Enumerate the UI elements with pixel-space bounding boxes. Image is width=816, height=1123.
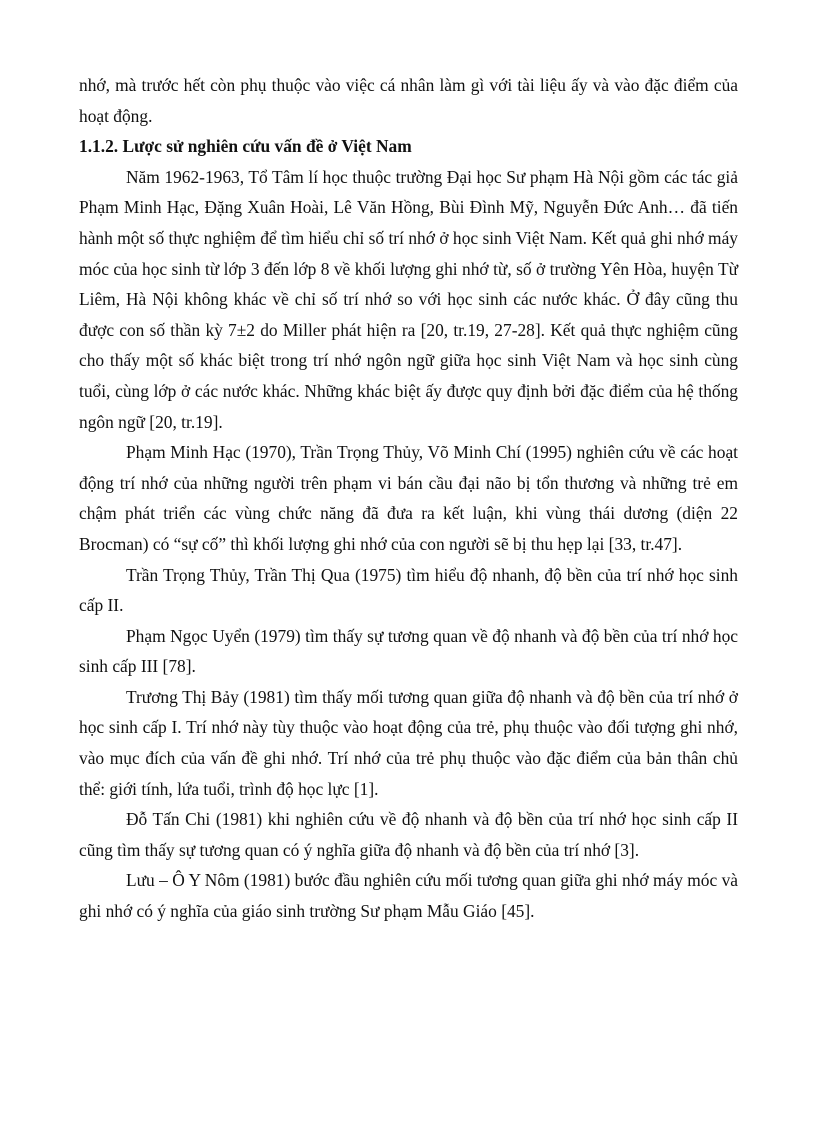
paragraph: Phạm Ngọc Uyển (1979) tìm thấy sự tương quan về độ nhanh và độ bền của trí nhớ học sinh cấp III [78]. bbox=[79, 625, 738, 677]
section-heading: 1.1.2. Lược sử nghiên cứu vấn đề ở Việt Nam bbox=[79, 136, 412, 157]
continuation-paragraph: nhớ, mà trước hết còn phụ thuộc vào việc cá nhân làm gì với tài liệu ấy và vào đặc điểm của hoạt động. bbox=[79, 75, 738, 126]
paragraph: Đỗ Tấn Chi (1981) khi nghiên cứu về độ nhanh và độ bền của trí nhớ học sinh cấp II cũng tìm thấy sự tương quan có ý nghĩa giữa độ nhanh và độ bền của trí nhớ [3]. bbox=[79, 809, 738, 860]
paragraph: Trần Trọng Thủy, Trần Thị Qua (1975) tìm hiểu độ nhanh, độ bền của trí nhớ học sinh cấp II. bbox=[79, 564, 738, 616]
paragraph: Năm 1962-1963, Tổ Tâm lí học thuộc trường Đại học Sư phạm Hà Nội gồm các tác giả Phạm Minh Hạc, Đặng Xuân Hoài, Lê Văn Hồng, Bùi Đình Mỹ, Nguyễn Đức Anh… đã tiến hành một số thực nghiệm để tìm hiểu chỉ số trí nhớ ở học sinh Việt Nam. Kết quả ghi nhớ máy móc của học sinh từ lớp 3 đến lớp 8 về khối lượng ghi nhớ từ, số ở trường Yên Hòa, huyện Từ Liêm, Hà Nội không khác về chỉ số trí nhớ so với học sinh các nước khác. Ở đây cũng thu được con số thần kỳ 7±2 do Miller phát hiện ra [20, tr.19, 27-28]. Kết quả thực nghiệm cũng cho thấy một số khác biệt trong trí nhớ ngôn ngữ giữa học sinh Việt Nam và học sinh cùng tuổi, cùng lớp ở các nước khác. Những khác biệt ấy được quy định bởi đặc điểm của hệ thống ngôn ngữ [20, tr.19]. bbox=[79, 166, 738, 432]
document-page bbox=[79, 70, 738, 927]
paragraph: Lưu – Ô Y Nôm (1981) bước đầu nghiên cứu mối tương quan giữa ghi nhớ máy móc và ghi nhớ có ý nghĩa của giáo sinh trường Sư phạm Mẫu Giáo [45]. bbox=[79, 870, 738, 922]
paragraph: Trương Thị Bảy (1981) tìm thấy mối tương quan giữa độ nhanh và độ bền của trí nhớ ở học sinh cấp I. Trí nhớ này tùy thuộc vào hoạt động của trẻ, phụ thuộc vào đối tượng ghi nhớ, vào mục đích của vấn đề ghi nhớ. Trí nhớ của trẻ phụ thuộc vào đặc điểm của bản thân chủ thể: giới tính, lứa tuổi, trình độ học lực [1]. bbox=[79, 686, 738, 799]
paragraph: Phạm Minh Hạc (1970), Trần Trọng Thủy, Võ Minh Chí (1995) nghiên cứu về các hoạt động trí nhớ của những người trên phạm vi bán cầu đại não bị tổn thương và những trẻ em chậm phát triển các vùng chức năng đã đưa ra kết luận, khi vùng thái dương (diện 22 Brocman) có “sự cố” thì khối lượng ghi nhớ của con người sẽ bị thu hẹp lại [33, tr.47]. bbox=[79, 442, 738, 554]
